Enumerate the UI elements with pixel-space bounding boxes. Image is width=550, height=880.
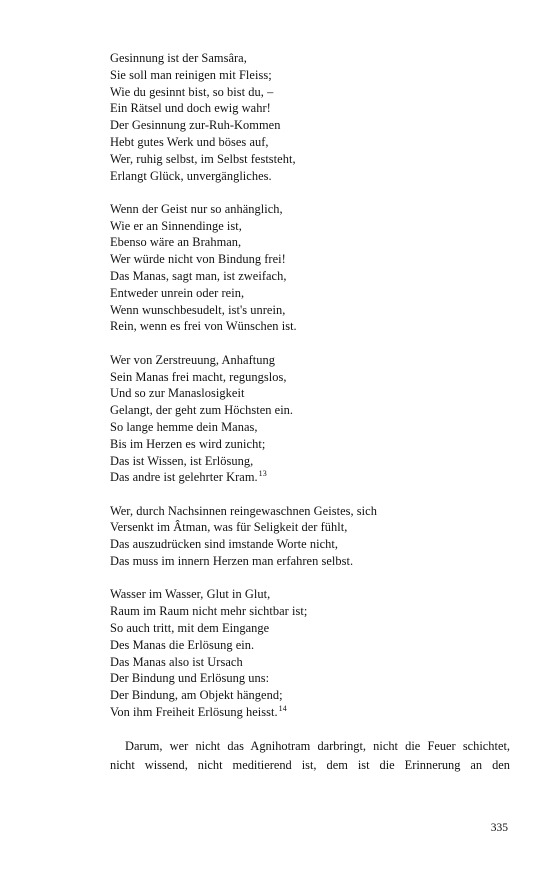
- verse-line-text: Versenkt im Âtman, was für Seligkeit der fühlt,: [110, 520, 348, 535]
- stanza: [110, 586, 510, 720]
- verse-line-text: Ein Rätsel und doch ewig wahr!: [110, 101, 271, 116]
- verse-line-text: Bis im Herzen es wird zunicht;: [110, 436, 266, 451]
- verse-line-text: Ebenso wäre an Brahman,: [110, 235, 242, 250]
- footnote-marker: 14: [278, 703, 287, 713]
- verse-line: [110, 117, 510, 134]
- verse-line-text: Sein Manas frei macht, regungslos,: [110, 369, 287, 384]
- verse-line-text: Das Manas also ist Ursach: [110, 654, 243, 669]
- verse-line: [110, 100, 510, 117]
- verse-line: [110, 385, 510, 402]
- verse-line-text: Das Manas, sagt man, ist zweifach,: [110, 269, 287, 284]
- verse-line-text: Hebt gutes Werk und böses auf,: [110, 134, 269, 149]
- verse-line-text: So auch tritt, mit dem Eingange: [110, 620, 270, 635]
- verse-line: [110, 168, 510, 185]
- verse-line-text: Wer, durch Nachsinnen reingewaschnen Geistes, sich: [110, 503, 377, 518]
- verse-line: [110, 318, 510, 335]
- verse-line: [110, 436, 510, 453]
- verse-line-text: Des Manas die Erlösung ein.: [110, 637, 255, 652]
- footnote-marker: 13: [258, 469, 267, 479]
- stanza: [110, 201, 510, 335]
- verse-line: [110, 285, 510, 302]
- stanza: [110, 352, 510, 486]
- page-body: [110, 50, 510, 775]
- verse-line-text: Wenn wunschbesudelt, ist's unrein,: [110, 302, 286, 317]
- verse-line-text: Das ist Wissen, ist Erlösung,: [110, 453, 254, 468]
- verse-line: [110, 201, 510, 218]
- verse-line: [110, 402, 510, 419]
- verse-line-text: Raum im Raum nicht mehr sichtbar ist;: [110, 604, 308, 619]
- verse-line: [110, 218, 510, 235]
- verse-line: [110, 687, 510, 704]
- prose-line-2: nicht wissend, nicht meditierend ist, dem ist die Erinnerung an den: [110, 758, 510, 773]
- verse-line: [110, 134, 510, 151]
- verse-line-text: Gesinnung ist der Samsâra,: [110, 51, 247, 65]
- verse-line-text: Das andre ist gelehrter Kram.: [110, 470, 258, 485]
- verse-line: [110, 670, 510, 687]
- verse-line-text: Wie er an Sinnendinge ist,: [110, 218, 242, 233]
- verse-line: [110, 67, 510, 84]
- verse-line-text: Wasser im Wasser, Glut in Glut,: [110, 587, 271, 602]
- verse-line-text: Der Bindung und Erlösung uns:: [110, 671, 270, 686]
- verse-line-text: Wenn der Geist nur so anhänglich,: [110, 201, 283, 216]
- verse-line: [110, 536, 510, 553]
- verse-line: [110, 369, 510, 386]
- verse-line-text: Sie soll man reinigen mit Fleiss;: [110, 67, 272, 82]
- verse-line-text: Der Bindung, am Objekt hängend;: [110, 688, 283, 703]
- verse-line: [110, 302, 510, 319]
- verse-line: [110, 469, 510, 486]
- verse-line-text: Und so zur Manaslosigkeit: [110, 386, 245, 401]
- verse-line-text: Wer von Zerstreuung, Anhaftung: [110, 352, 275, 367]
- page-number: 335: [490, 822, 508, 834]
- verse-line: [110, 151, 510, 168]
- verse-line-text: Von ihm Freiheit Erlösung heisst.: [110, 704, 278, 719]
- verse-line-text: So lange hemme dein Manas,: [110, 419, 258, 434]
- verse-line-text: Der Gesinnung zur-Ruh-Kommen: [110, 118, 281, 133]
- verse-line: [110, 268, 510, 285]
- verse-line-text: Entweder unrein oder rein,: [110, 285, 245, 300]
- verse-line: [110, 50, 510, 67]
- prose-line-1: Darum, wer nicht das Agnihotram darbringt, nicht die Feuer schichtet,: [125, 739, 510, 754]
- verse-line: [110, 620, 510, 637]
- verse-line-text: Wie du gesinnt bist, so bist du, –: [110, 84, 274, 99]
- verse-line-text: Das muss im innern Herzen man erfahren selbst.: [110, 554, 354, 569]
- verse-line: [110, 234, 510, 251]
- verse-line: [110, 586, 510, 603]
- verse-line: [110, 453, 510, 470]
- verse-line: [110, 419, 510, 436]
- stanza: [110, 50, 510, 184]
- verse-line-text: Rein, wenn es frei von Wünschen ist.: [110, 319, 297, 334]
- verse-line: [110, 519, 510, 536]
- prose-paragraph: [110, 737, 510, 775]
- verse-line: [110, 654, 510, 671]
- verse-line: [110, 637, 510, 654]
- verse-line-text: Das auszudrücken sind imstande Worte nicht,: [110, 537, 339, 552]
- verse-line: [110, 84, 510, 101]
- verse-line-text: Erlangt Glück, unvergängliches.: [110, 168, 272, 183]
- verse-line: [110, 704, 510, 721]
- verse-block: [110, 50, 510, 721]
- verse-line-text: Gelangt, der geht zum Höchsten ein.: [110, 403, 294, 418]
- verse-line-text: Wer würde nicht von Bindung frei!: [110, 252, 286, 267]
- verse-line: [110, 503, 510, 520]
- verse-line: [110, 553, 510, 570]
- verse-line: [110, 603, 510, 620]
- stanza: [110, 503, 510, 570]
- verse-line: [110, 352, 510, 369]
- verse-line-text: Wer, ruhig selbst, im Selbst feststeht,: [110, 151, 296, 166]
- verse-line: [110, 251, 510, 268]
